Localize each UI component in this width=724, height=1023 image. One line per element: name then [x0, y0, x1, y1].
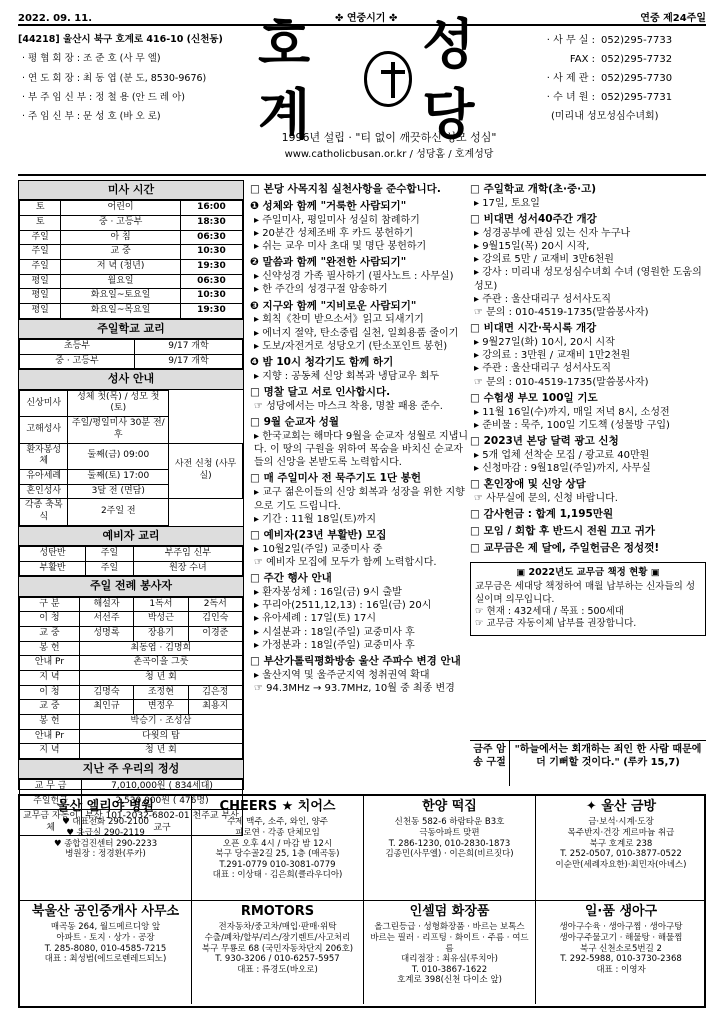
notice-line: ☞ 문의 : 010-4519-1735(말씀봉사자): [474, 376, 649, 388]
ad-line: 김종민(사무엘) · 이은희(비르짓다): [385, 849, 514, 860]
table-cell: 16:00: [180, 201, 242, 216]
title-second: 성당: [422, 11, 479, 146]
ad-line: 병원장 : 정경환(루카): [65, 849, 146, 860]
mass-row: [20, 230, 243, 245]
table-cell: 부활반: [20, 561, 86, 576]
mass-table: [19, 200, 243, 319]
notice-heading: ❸ 지구와 함께 "지비로운 사람되기": [250, 299, 417, 312]
table-cell: 2,530,000원 ( 476명): [82, 795, 243, 810]
ad-line: 북구 당수골2길 25, 1층 (매곡동): [215, 849, 340, 860]
notice-line: ☞ 예비자 모집에 모두가 함께 노력합시다.: [254, 556, 437, 568]
middle-column: [250, 180, 468, 790]
notice-heading: ❹ 밤 10시 청각기도 함께 하기: [250, 355, 394, 368]
issue-date: 2022. 09. 11.: [18, 13, 93, 24]
table-cell: 교 중: [61, 245, 181, 260]
notice-heading: □ 수험생 부모 100일 기도: [470, 391, 598, 404]
ad-line: ♥ 종합검진센터 290-2233: [53, 838, 158, 849]
ad-block: [192, 796, 364, 901]
table-cell: 교 중: [20, 700, 80, 715]
notice-line: ▸ 강의료 : 3만원 / 교재비 1만2천원: [474, 350, 631, 362]
ad-block: [192, 901, 364, 1004]
table-cell: 19:30: [180, 260, 242, 275]
ad-name: RMOTORS: [240, 904, 315, 919]
contact-row: · 사 제 관 : 052)295-7730: [546, 73, 673, 84]
ad-block: [536, 901, 706, 1004]
sacrament-row: [20, 390, 243, 416]
ad-line: 피로연 · 각종 단체모임: [235, 827, 320, 838]
notice-heading: ❶ 성체와 함께 "거룩한 사람되기": [250, 199, 407, 212]
notice-heading: □ 주간 행사 안내: [250, 572, 332, 585]
ad-line: ♥ 응급실 290-2119: [66, 827, 145, 838]
mass-row: [20, 260, 243, 275]
notice-heading: □ 부산가톨릭평화방송 울산 주파수 변경 안내: [250, 654, 461, 667]
notice-heading: ❷ 말씀과 함께 "완전한 사람되기": [250, 256, 407, 269]
ad-line: 대표 : 류경도(바오로): [237, 964, 318, 975]
table-cell: 아 침: [61, 230, 181, 245]
parish-logo-icon: [364, 51, 413, 107]
notice-heading: □ 모임 / 회합 후 반드시 전원 끄고 귀가: [470, 525, 656, 538]
table-cell: 혼인성사: [20, 484, 68, 499]
table-cell: 장용기: [134, 626, 188, 641]
middle-notice: [250, 183, 468, 197]
ad-line: 바르는 필러 · 리프팅 · 화이트 · 주름 · 여드름: [370, 932, 529, 954]
notice-line: ▸ 17일, 토요일: [474, 197, 540, 209]
dues-note: ☞ 교무금 자동이체 납부를 권장합니다.: [475, 618, 637, 630]
notice-line: ☞ 문의 : 010-4519-1735(말씀봉사자): [474, 307, 649, 319]
ad-line: 북구 무룡로 68 (국민자동차단지 206호): [201, 943, 354, 954]
table-cell: 저 녁 (청년): [61, 260, 181, 275]
ad-name: ✦ 울산 금방: [585, 799, 657, 814]
table-cell: 초등부: [20, 340, 135, 355]
mass-row: [20, 289, 243, 304]
middle-notice: [250, 256, 468, 296]
table-cell: 부산 101-2032-6802-01 천주교 부산교구: [82, 809, 243, 835]
right-notice: [470, 322, 706, 389]
ad-line: 호계로 398(신천 다이소 앞): [397, 975, 502, 986]
middle-notice: [250, 356, 468, 383]
table-cell: 주일헌금: [20, 795, 82, 810]
ad-line: 목주반지·건강 게르마늄 취급: [567, 827, 675, 838]
table-cell: 중 · 고등부: [61, 215, 181, 230]
table-cell: 환자봉성체: [20, 443, 68, 469]
table-cell: 9/17 개학: [134, 354, 242, 369]
notice-line: ▸ 시설분과 : 18일(주일) 교중미사 후: [254, 626, 415, 638]
ad-line: 아파트 · 토지 · 상가 · 공장: [56, 932, 155, 943]
table-cell: 다윗의 탑: [79, 729, 242, 744]
table-cell: 김은정: [188, 685, 242, 700]
liturgical-season: ✤ 연중시기 ✤: [334, 13, 398, 24]
middle-notice: [250, 386, 468, 413]
servers-row: [20, 700, 243, 715]
table-cell: 성탄반: [20, 546, 86, 561]
table-cell: 둘째(토) 17:00: [68, 469, 169, 484]
notice-line: ▸ 기간 : 11월 18일(토)까지: [254, 513, 376, 525]
table-cell: 교 무 금: [20, 780, 82, 795]
dues-box: [470, 562, 706, 636]
ad-line: 수출/폐차/할부/리스/장기렌트/사고처리: [204, 932, 351, 943]
right-column: [470, 180, 706, 790]
ad-name: 울산 엘리야 병원: [57, 799, 154, 814]
table-cell: 유아세례: [20, 469, 68, 484]
table-cell: 토: [20, 215, 61, 230]
school-row: [20, 354, 243, 369]
notice-line: ☞ 사무실에 문의, 신청 바랍니다.: [474, 493, 618, 505]
right-notice: [470, 542, 706, 556]
notice-line: ▸ 주일미사, 평일미사 성실히 참례하기: [254, 214, 420, 226]
table-cell: 교무금 자동이체: [20, 809, 82, 835]
catechumen-row: [20, 561, 243, 576]
catechumen-heading: 예비자 교리: [19, 526, 243, 546]
right-notice: [470, 525, 706, 539]
table-cell: 주일: [86, 546, 134, 561]
table-cell: 주일: [20, 260, 61, 275]
table-cell: 교 중: [20, 626, 80, 641]
ad-line: T. 286-1230, 010-2830-1873: [388, 838, 511, 849]
notice-line: ▸ 신약성경 가족 필사하기 (필사노트 : 사무실): [254, 271, 454, 283]
table-cell: 중 · 고등부: [20, 354, 135, 369]
middle-notice: [250, 416, 468, 469]
servers-heading: 주일 전례 봉사자: [19, 576, 243, 596]
sacrament-heading: 성사 안내: [19, 369, 243, 389]
notice-line: ▸ 강사 : 미리내 성모성심수녀회 수녀 (영원한 도움의 성모): [474, 267, 702, 292]
notice-line: ▸ 꾸리아(2511,12,13) : 16일(금) 20시: [254, 600, 432, 612]
ad-line: T. 285-8080, 010-4585-7215: [44, 943, 167, 954]
table-cell: 10:30: [180, 245, 242, 260]
mass-heading: 미사 시간: [19, 181, 243, 200]
ad-name: 인셀덤 화장품: [409, 904, 490, 919]
table-cell: 신상미사: [20, 390, 68, 416]
servers-row: [20, 626, 243, 641]
ad-line: T.291-0779 010-3081-0779: [219, 859, 336, 870]
middle-notice: [250, 529, 468, 569]
table-cell: 7,010,000원 ( 834세대): [82, 780, 243, 795]
ads-section: [18, 794, 706, 1008]
table-cell: 촌곡이을 그룻: [79, 656, 242, 671]
table-cell: 이경준: [188, 626, 242, 641]
notice-line: ▸ 5개 업체 선착순 모집 / 광고료 40만원: [474, 449, 650, 461]
liturgical-week: 연중 제24주일: [640, 13, 706, 24]
table-cell: 박성근: [134, 612, 188, 627]
table-cell: 이 청: [20, 685, 80, 700]
nuns-note: (미리내 성모성심수녀회): [551, 111, 659, 122]
notice-line: ▸ 교구 젊은이들의 신앙 회복과 성장을 위한 지향으로 기도 드립니다.: [254, 487, 465, 512]
table-cell: 2주일 전: [68, 499, 169, 525]
catechumen-row: [20, 546, 243, 561]
contact-row: · 사 무 실 : 052)295-7733: [546, 35, 673, 46]
contact-row: · 수 녀 원 : 052)295-7731: [546, 92, 673, 103]
website[interactable]: www.catholicbusan.or.kr / 성당홈 / 호계성당: [284, 149, 494, 161]
table-cell: 원장 수녀: [133, 561, 242, 576]
notice-line: ▸ 한 주간의 성경구절 암송하기: [254, 284, 388, 296]
notice-line: ▸ 신청마감 : 9월18일(주일)까지, 사무실: [474, 463, 651, 475]
middle-notice: [250, 572, 468, 652]
ad-line: ♥ 대표전화 290-2100: [62, 817, 149, 828]
notice-line: ▸ 10월2일(주일) 교중미사 중: [254, 543, 383, 555]
catechumen-table: [19, 546, 243, 576]
table-cell: 성체 첫(목) / 성모 첫(토): [68, 390, 169, 416]
sacrament-row: [20, 417, 243, 443]
school-table: [19, 339, 243, 369]
ad-line: 수제 맥주, 소주, 와인, 양주: [226, 817, 329, 828]
staff-line: · 연 도 회 장 : 최 동 엽 (분 도, 8530-9676): [22, 72, 207, 84]
servers-table: [19, 597, 243, 760]
notice-heading: □ 예비자(23년 부활반) 모집: [250, 528, 387, 541]
ad-line: T. 292-5988, 010-3730-2368: [560, 954, 682, 965]
table-cell: 월요일: [61, 274, 181, 289]
notice-heading: □ 9월 순교자 성월: [250, 416, 340, 429]
table-cell: 화요일~목요일: [61, 304, 181, 319]
staff-line: · 부 주 임 신 부 : 정 철 용 (안 드 레 아): [22, 92, 186, 104]
notice-line: ▸ 9월27일(화) 10시, 20시 시작: [474, 337, 615, 349]
ad-line: 북구 신천소로5번길 2: [580, 943, 662, 954]
notice-line: ▸ 환자봉성체 : 16일(금) 9시 출발: [254, 586, 402, 598]
servers-row: [20, 715, 243, 730]
table-cell: 평일: [20, 274, 61, 289]
middle-notice: [250, 200, 468, 253]
table-cell: 안내 Pr: [20, 656, 80, 671]
notice-line: ▸ 가정분과 : 18일(주일) 교중미사 후: [254, 639, 415, 651]
right-notice: [470, 478, 706, 505]
notice-heading: □ 감사헌금 : 합계 1,195만원: [470, 508, 614, 521]
notice-heading: □ 매 주일미사 전 묵주기도 1단 봉헌: [250, 472, 422, 485]
table-cell: 주일: [86, 561, 134, 576]
notice-heading: □ 명찰 달고 서로 인사합시다.: [250, 385, 391, 398]
table-cell: 19:30: [180, 304, 242, 319]
table-cell: 평일: [20, 289, 61, 304]
table-cell: 각종 축복식: [20, 499, 68, 525]
table-cell: 봉 헌: [20, 715, 80, 730]
ad-line: 금·보석·시계·도장: [588, 817, 654, 828]
notice-line: ▸ 9월15일(목) 20시 시작,: [474, 241, 590, 253]
notice-heading: □ 비대면 성서40주간 개강: [470, 213, 597, 226]
ad-line: 전자동차/중고차/매입·판매·위탁: [218, 922, 337, 933]
notice-heading: □ 교무금은 제 달에, 주일헌금은 정성껏!: [470, 542, 660, 555]
servers-row: [20, 641, 243, 656]
parish-staff: [18, 28, 248, 124]
table-cell: 구 분: [20, 597, 80, 612]
table-cell: 청 년 회: [79, 671, 242, 686]
mass-row: [20, 274, 243, 289]
ad-line: 오픈 오후 4시 / 마감 밤 12시: [222, 838, 333, 849]
notice-heading: □ 2023년 본당 달력 광고 신청: [470, 435, 619, 448]
servers-row: [20, 612, 243, 627]
ad-line: 북구 호계로 238: [589, 838, 653, 849]
memory-verse: [470, 740, 706, 786]
parish-address: [44218] 울산시 북구 호계로 416-10 (신천동): [18, 34, 223, 45]
established: 1996년 설립 · "티 없이 깨끗하신 성모 성심": [281, 131, 497, 144]
table-cell: 주일/평일미사 30분 전/후: [68, 417, 169, 443]
table-cell: 최인규: [79, 700, 133, 715]
table-cell: 1독서: [134, 597, 188, 612]
verse-label: 금주 암송 구절: [470, 741, 510, 786]
table-cell: 봉 헌: [20, 641, 80, 656]
notice-line: ▸ 유아세례 : 17일(토) 17시: [254, 613, 376, 625]
school-heading: 주일학교 교리: [19, 319, 243, 339]
mass-row: [20, 215, 243, 230]
table-cell: 지 녁: [20, 671, 80, 686]
school-row: [20, 340, 243, 355]
right-notice: [470, 213, 706, 319]
middle-notice: [250, 472, 468, 525]
ad-line: 대표 : 이상태 · 김은희(클라우디아): [212, 870, 343, 881]
table-cell: 서선주: [79, 612, 133, 627]
ad-line: 극동아파트 맞편: [419, 827, 480, 838]
ad-block: [20, 901, 192, 1004]
table-cell: 06:30: [180, 230, 242, 245]
ad-line: 신천동 582-6 하람타운 B3호: [394, 817, 505, 828]
table-cell: 이 청: [20, 612, 80, 627]
staff-line: · 주 임 신 부 : 문 성 호 (바 오 로): [22, 111, 161, 123]
mass-row: [20, 304, 243, 319]
table-cell: 고해성사: [20, 417, 68, 443]
notice-line: ▸ 강의료 5만 / 교재비 3만6천원: [474, 254, 614, 266]
ad-name: 일·품 생아구: [584, 904, 658, 919]
sacrament-note: 사전 신청 (사무실): [169, 443, 243, 499]
ad-name: 북울산 공인중개사 사무소: [31, 904, 180, 919]
table-cell: 화요일~토요일: [61, 289, 181, 304]
ad-line: 생아구수육 · 생아구찜 · 생아구탕: [559, 922, 683, 933]
ad-line: 대리점장 : 최유심(루치아): [400, 954, 498, 965]
table-cell: 최동엽 · 김명희: [79, 641, 242, 656]
staff-line: · 평 협 회 장 : 조 준 호 (사 무 엘): [22, 53, 161, 65]
servers-row: [20, 744, 243, 759]
notice-line: ▸ 회칙《찬미 받으소서》읽고 되새기기: [254, 314, 424, 326]
notice-heading: □ 비대면 시간·묵시록 개강: [470, 322, 597, 335]
finance-heading: 지난 주 우리의 정성: [19, 759, 243, 779]
servers-row: [20, 656, 243, 671]
dues-title: ▣ 2022년도 교무금 책정 현황 ▣: [516, 566, 660, 578]
notice-line: ▸ 한국교회는 해마다 9월을 순교자 성월로 지냅니다. 이 땅의 구원을 위하여 목숨을 바치신 순교자들의 신앙을 본받도록 노력합시다.: [254, 430, 468, 469]
mass-row: [20, 245, 243, 260]
ad-block: [20, 796, 192, 901]
table-cell: 부주임 신부: [133, 546, 242, 561]
ad-line: T. 010-3867-1622: [411, 964, 488, 975]
notice-line: ▸ 울산지역 및 울주군지역 청취권역 확대: [254, 669, 430, 681]
table-cell: 06:30: [180, 274, 242, 289]
servers-row: [20, 685, 243, 700]
ad-line: T. 930-3206 / 010-6257-5957: [215, 954, 340, 965]
notice-line: ▸ 도보/자전거로 성당오기 (탄소포인트 봉헌): [254, 340, 448, 352]
ad-block: [364, 901, 536, 1004]
contact-row: FAX : 052)295-7732: [569, 54, 673, 65]
ad-name: 한양 떡집: [422, 799, 477, 814]
notice-line: ▸ 주관 : 울산대리구 성서사도직: [474, 293, 612, 305]
top-bar: [18, 12, 706, 26]
title-first: 호계: [258, 11, 315, 146]
ad-line: 이순만(세례자요한)·최민자(아녜스): [555, 859, 687, 870]
verse-text: "하늘에서는 회개하는 죄인 한 사람 때문에 더 기뻐할 것이다." (루카 15,7): [514, 744, 702, 768]
table-cell: 18:30: [180, 215, 242, 230]
table-cell: 변정우: [134, 700, 188, 715]
middle-notice: [250, 655, 468, 695]
notice-line: ▸ 에너지 절약, 탄소중립 실천, 일회용품 줄이기: [254, 327, 459, 339]
table-cell: 김명숙: [79, 685, 133, 700]
table-cell: 10:30: [180, 289, 242, 304]
ad-line: 대표 : 최성범(에드로렌레드되노): [44, 954, 167, 965]
notice-heading: □ 혼인장애 및 신앙 상담: [470, 478, 586, 491]
notice-line: ▸ 지향 : 공동체 신앙 회복과 냉담교우 회두: [254, 370, 440, 382]
notice-line: ▸ 20분간 성체조배 후 카드 봉헌하기: [254, 227, 414, 239]
table-cell: 청 년 회: [79, 744, 242, 759]
finance-row: [20, 780, 243, 795]
notice-line: ▸ 쉬는 교우 미사 초대 및 명단 봉헌하기: [254, 241, 427, 253]
table-cell: 3달 전 (면담): [68, 484, 169, 499]
ad-block: [536, 796, 706, 901]
table-cell: 주일: [20, 245, 61, 260]
right-notice: [470, 392, 706, 432]
middle-notice: [250, 300, 468, 353]
servers-header: [20, 597, 243, 612]
table-cell: 지 녁: [20, 744, 80, 759]
table-cell: 둘째(금) 09:00: [68, 443, 169, 469]
servers-row: [20, 671, 243, 686]
table-cell: 최용지: [188, 700, 242, 715]
notice-heading: □ 주일학교 개학(초·중·고): [470, 183, 597, 195]
table-cell: 토: [20, 201, 61, 216]
contact-numbers: [531, 28, 706, 123]
servers-row: [20, 729, 243, 744]
mass-row: [20, 201, 243, 216]
notice-line: ▸ 성경공부에 관심 있는 신자 누구나: [474, 227, 631, 239]
dues-stats: ☞ 현재 : 432세대 / 목표 : 500세대: [475, 605, 624, 617]
table-cell: 평일: [20, 304, 61, 319]
table-cell: 성명록: [79, 626, 133, 641]
table-cell: 안내 Pr: [20, 729, 80, 744]
notice-heading: □ 본당 사목지침 실천사항을 준수합니다.: [250, 183, 441, 195]
ad-line: 대표 : 이영자: [596, 964, 646, 975]
notice-line: ☞ 94.3MHz → 93.7MHz, 10월 중 최종 변경: [254, 682, 455, 694]
table-cell: 주일: [20, 230, 61, 245]
notice-line: ▸ 준비물 : 묵주, 100일 기도책 (성물방 구입): [474, 419, 670, 431]
notice-line: ☞ 성당에서는 마스크 착용, 명찰 패용 준수.: [254, 400, 443, 412]
table-cell: 박승기 · 조성삼: [79, 715, 242, 730]
ad-line: 올그린등급 · 성형화장품 · 바르는 보톡스: [374, 922, 525, 933]
sacrament-row: [20, 499, 243, 525]
dues-text: 교무금은 세대당 책정하여 매월 납부하는 신자들의 성실이며 의무입니다.: [475, 581, 696, 605]
sacrament-row: [20, 443, 243, 469]
table-cell: 2독서: [188, 597, 242, 612]
ad-line: T. 252-0507, 010-3877-0522: [560, 849, 682, 860]
ad-line: 생아구주물고기 · 해물탕 · 해물찜: [559, 932, 683, 943]
ad-name: CHEERS ★ 치어스: [219, 799, 336, 814]
right-notice: [470, 508, 706, 522]
table-cell: 해설자: [79, 597, 133, 612]
right-notice: [470, 183, 706, 210]
table-cell: 9/17 개학: [134, 340, 242, 355]
notice-line: ▸ 11월 16일(수)까지, 매일 저녁 8시, 소성전: [474, 406, 670, 418]
ad-block: [364, 796, 536, 901]
table-cell: 김인숙: [188, 612, 242, 627]
right-notice: [470, 435, 706, 475]
table-cell: 조정현: [134, 685, 188, 700]
ad-line: 매곡동 264, 월드메르디앙 앞: [50, 922, 161, 933]
sacrament-table: [19, 390, 243, 526]
subtitle: [264, 131, 514, 161]
table-cell: 어린이: [61, 201, 181, 216]
notice-line: ▸ 주관 : 울산대리구 성서사도직: [474, 363, 612, 375]
